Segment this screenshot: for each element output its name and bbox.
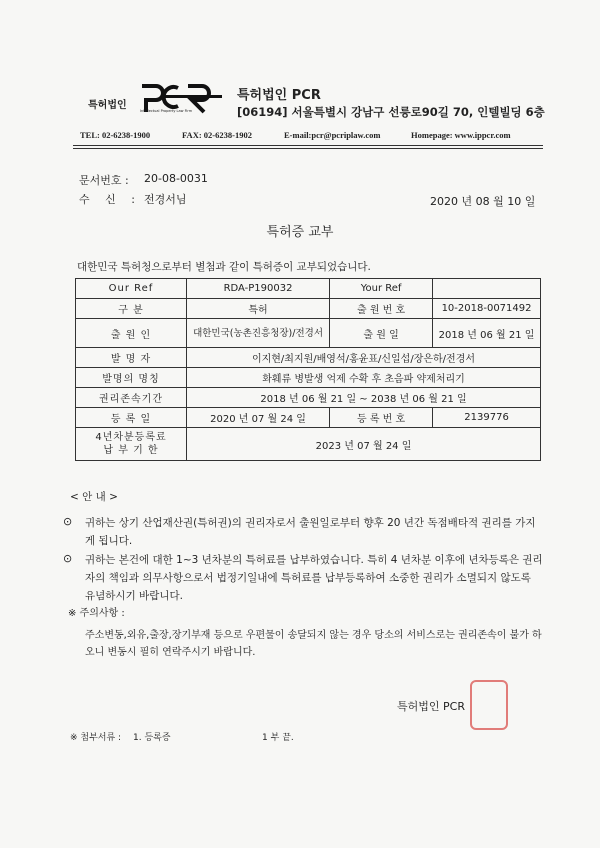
reg-date-label: 등 록 일 xyxy=(76,408,187,428)
bullet-icon: ⊙ xyxy=(63,552,73,565)
recipient: 전경서님 xyxy=(144,193,187,206)
your-ref xyxy=(433,279,541,299)
reg-no: 2139776 xyxy=(433,408,541,428)
applicant: 대한민국(농촌진흥청장)/전경서 xyxy=(187,319,330,348)
inventor-label: 발 명 자 xyxy=(76,348,187,368)
doc-no: 20-08-0031 xyxy=(144,172,208,185)
attachment-item: 1. 등록증 xyxy=(133,733,171,743)
letter-date: 2020 년 08 월 10 일 xyxy=(430,195,536,208)
logo-subtitle: Intellectual Property Law Firm xyxy=(140,109,193,113)
app-no-label: 출 원 번 호 xyxy=(330,299,433,319)
doc-no-label: 문서번호 : xyxy=(79,174,129,187)
note-text: 주소변동,외유,출장,장기부재 등으로 우편물이 송달되지 않는 경우 당소의 서비스로는 권리존속이 불가 하오니 변동시 필히 연락주시기 바랍니다. xyxy=(85,630,542,658)
fee-due: 2023 년 07 월 24 일 xyxy=(187,428,541,461)
fee-label-line1: 4년차분등록료 xyxy=(95,432,167,443)
fee-label-line2: 납 부 기 한 xyxy=(103,445,159,456)
pcr-logo xyxy=(138,82,224,114)
tel: TEL: 02-6238-1900 xyxy=(80,130,151,140)
recipient-label: 수 신 : xyxy=(79,193,141,206)
our-ref: RDA-P190032 xyxy=(187,279,330,299)
term: 2018 년 06 월 21 일 ~ 2038 년 06 월 21 일 xyxy=(187,388,541,408)
fax: FAX: 02-6238-1902 xyxy=(182,130,252,140)
term-label: 권리존속기간 xyxy=(76,388,187,408)
guide-heading: < 안 내 > xyxy=(70,491,118,503)
guide-item-2: 귀하는 본건에 대한 1~3 년차분의 특허료를 납부하였습니다. 특히 4 년차분 이후에 년차등록은 권리자의 책임과 의무사항으로서 법정기일내에 특허료를 납부등록하여 소중한 권리가 소멸되지 않도록 유념하시기 바랍니다. xyxy=(85,554,543,602)
header-rule xyxy=(73,145,543,146)
reg-date: 2020 년 07 월 24 일 xyxy=(187,408,330,428)
homepage: Homepage: www.ippcr.com xyxy=(411,130,511,140)
patent-info-table xyxy=(75,278,541,461)
header-rule-thin xyxy=(73,148,543,149)
applicant-label: 출 원 인 xyxy=(76,319,187,348)
fee-label xyxy=(76,428,187,461)
your-ref-label: Your Ref xyxy=(330,279,433,299)
reg-no-label: 등 록 번 호 xyxy=(330,408,433,428)
attachment-label: ※ 첨부서류 : xyxy=(70,733,122,743)
email: E-mail:pcr@pcriplaw.com xyxy=(284,130,381,140)
firm-prefix: 특허법인 xyxy=(88,100,127,111)
our-ref-label: Our Ref xyxy=(76,279,187,299)
firm-name: 특허법인 PCR xyxy=(237,88,321,103)
note-label: ※ 주의사항 : xyxy=(68,608,125,619)
attachment-count: 1 부 끝. xyxy=(262,733,294,743)
signature: 특허법인 PCR xyxy=(397,700,465,713)
firm-seal-stamp xyxy=(470,680,508,730)
app-date-label: 출 원 일 xyxy=(330,319,433,348)
firm-address: [06194] 서울특별시 강남구 선릉로90길 70, 인텔빌딩 6층 xyxy=(237,105,545,119)
invention-label: 발명의 명칭 xyxy=(76,368,187,388)
guide-item-1: 귀하는 상기 산업재산권(특허권)의 권리자로서 출원일로부터 향후 20 년간 독점배타적 권리를 가지게 됩니다. xyxy=(85,517,536,547)
document-title: 특허증 교부 xyxy=(266,225,334,240)
invention-title: 화훼류 병발생 억제 수확 후 초음파 약제처리기 xyxy=(187,368,541,388)
app-date: 2018 년 06 월 21 일 xyxy=(433,319,541,348)
app-no: 10-2018-0071492 xyxy=(433,299,541,319)
type-label: 구 분 xyxy=(76,299,187,319)
type-value: 특허 xyxy=(187,299,330,319)
inventors: 이지현/최지원/배영석/홍윤표/신일섭/장은하/전경서 xyxy=(187,348,541,368)
intro-text: 대한민국 특허청으로부터 별첨과 같이 특허증이 교부되었습니다. xyxy=(77,261,371,273)
bullet-icon: ⊙ xyxy=(63,515,73,528)
